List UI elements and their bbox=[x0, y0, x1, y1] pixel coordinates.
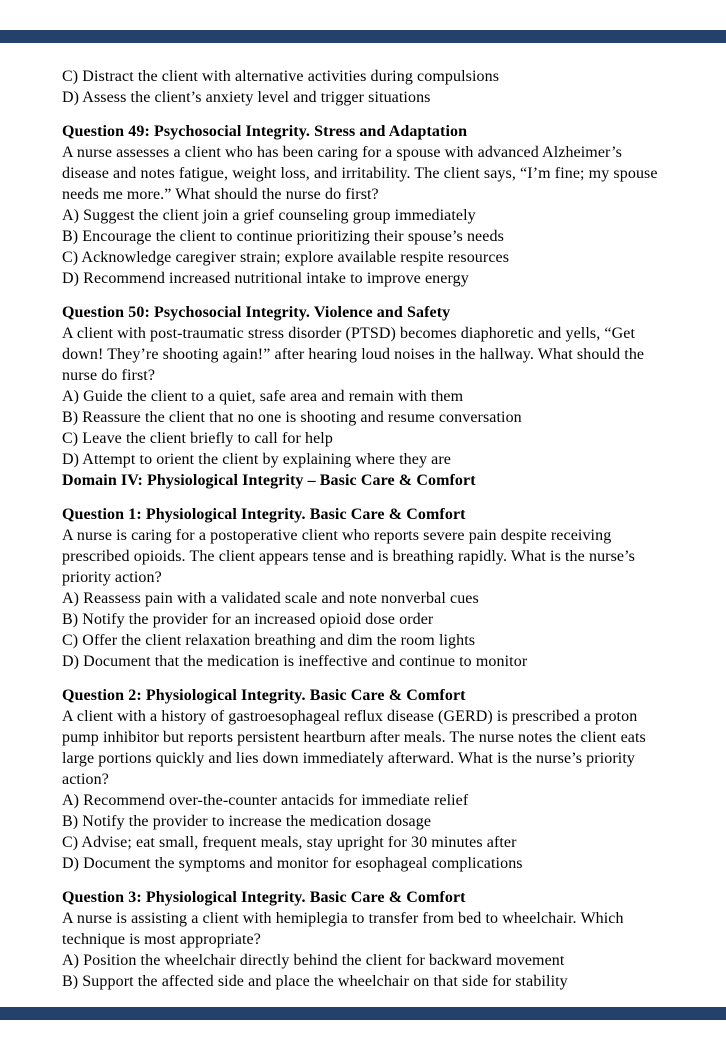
question-text-line: A client with post-traumatic stress disorder (PTSD) becomes diaphoretic and yells, “Get bbox=[62, 325, 636, 342]
answer-option: D) Document that the medication is ineffective and continue to monitor bbox=[62, 653, 528, 670]
question-text-line: A nurse assesses a client who has been caring for a spouse with advanced Alzheimer’s bbox=[62, 144, 622, 161]
answer-option: C) Offer the client relaxation breathing and dim the room lights bbox=[62, 632, 476, 649]
answer-option: A) Reassess pain with a validated scale and note nonverbal cues bbox=[62, 590, 479, 607]
question-heading: Question 49: Psychosocial Integrity. Stress and Adaptation bbox=[62, 123, 468, 140]
question-text-line: A nurse is caring for a postoperative client who reports severe pain despite receiving bbox=[62, 527, 612, 544]
question-text-line: disease and notes fatigue, weight loss, and irritability. The client says, “I’m fine; my spouse bbox=[62, 165, 658, 182]
question-48-options-continued bbox=[62, 66, 668, 108]
page-bottom-separator bbox=[0, 1007, 726, 1020]
answer-option: B) Support the affected side and place the wheelchair on that side for stability bbox=[62, 973, 568, 990]
question-text-line: A client with a history of gastroesophageal reflux disease (GERD) is prescribed a proton bbox=[62, 708, 638, 725]
answer-option: C) Distract the client with alternative activities during compulsions bbox=[62, 68, 500, 85]
page-top-separator bbox=[0, 30, 726, 43]
answer-option: D) Attempt to orient the client by explaining where they are bbox=[62, 451, 451, 468]
question-heading: Question 2: Physiological Integrity. Basic Care & Comfort bbox=[62, 687, 466, 704]
answer-option: B) Notify the provider for an increased opioid dose order bbox=[62, 611, 434, 628]
question-text-line: priority action? bbox=[62, 569, 162, 586]
question-text-line: technique is most appropriate? bbox=[62, 931, 261, 948]
answer-option: A) Recommend over-the-counter antacids for immediate relief bbox=[62, 792, 469, 809]
answer-option: D) Assess the client’s anxiety level and trigger situations bbox=[62, 89, 431, 106]
question-text-line: action? bbox=[62, 771, 109, 788]
document-body bbox=[62, 66, 668, 1005]
question-text-line: large portions quickly and lies down immediately afterward. What is the nurse’s priority bbox=[62, 750, 635, 767]
question-3 bbox=[62, 887, 668, 992]
question-2 bbox=[62, 685, 668, 874]
answer-option: A) Guide the client to a quiet, safe area and remain with them bbox=[62, 388, 464, 405]
question-heading: Question 3: Physiological Integrity. Basic Care & Comfort bbox=[62, 889, 466, 906]
answer-option: A) Position the wheelchair directly behind the client for backward movement bbox=[62, 952, 565, 969]
answer-option: C) Leave the client briefly to call for help bbox=[62, 430, 333, 447]
answer-option: A) Suggest the client join a grief counseling group immediately bbox=[62, 207, 476, 224]
question-text-line: nurse do first? bbox=[62, 367, 156, 384]
question-text-line: needs me more.” What should the nurse do first? bbox=[62, 186, 379, 203]
question-50 bbox=[62, 302, 668, 491]
answer-option: C) Acknowledge caregiver strain; explore available respite resources bbox=[62, 249, 510, 266]
answer-option: D) Document the symptoms and monitor for esophageal complications bbox=[62, 855, 523, 872]
answer-option: D) Recommend increased nutritional intake to improve energy bbox=[62, 270, 469, 287]
question-text-line: prescribed opioids. The client appears tense and is breathing rapidly. What is the nurse’s bbox=[62, 548, 635, 565]
answer-option: B) Notify the provider to increase the medication dosage bbox=[62, 813, 432, 830]
question-text-line: A nurse is assisting a client with hemiplegia to transfer from bed to wheelchair. Which bbox=[62, 910, 624, 927]
domain-heading: Domain IV: Physiological Integrity – Basic Care & Comfort bbox=[62, 472, 476, 489]
question-heading: Question 1: Physiological Integrity. Basic Care & Comfort bbox=[62, 506, 466, 523]
question-49 bbox=[62, 121, 668, 289]
answer-option: C) Advise; eat small, frequent meals, stay upright for 30 minutes after bbox=[62, 834, 517, 851]
question-text-line: pump inhibitor but reports persistent heartburn after meals. The nurse notes the client eats bbox=[62, 729, 646, 746]
question-text-line: down! They’re shooting again!” after hearing loud noises in the hallway. What should the bbox=[62, 346, 645, 363]
question-1 bbox=[62, 504, 668, 672]
answer-option: B) Reassure the client that no one is shooting and resume conversation bbox=[62, 409, 522, 426]
question-heading: Question 50: Psychosocial Integrity. Violence and Safety bbox=[62, 304, 451, 321]
answer-option: B) Encourage the client to continue prioritizing their spouse’s needs bbox=[62, 228, 504, 245]
